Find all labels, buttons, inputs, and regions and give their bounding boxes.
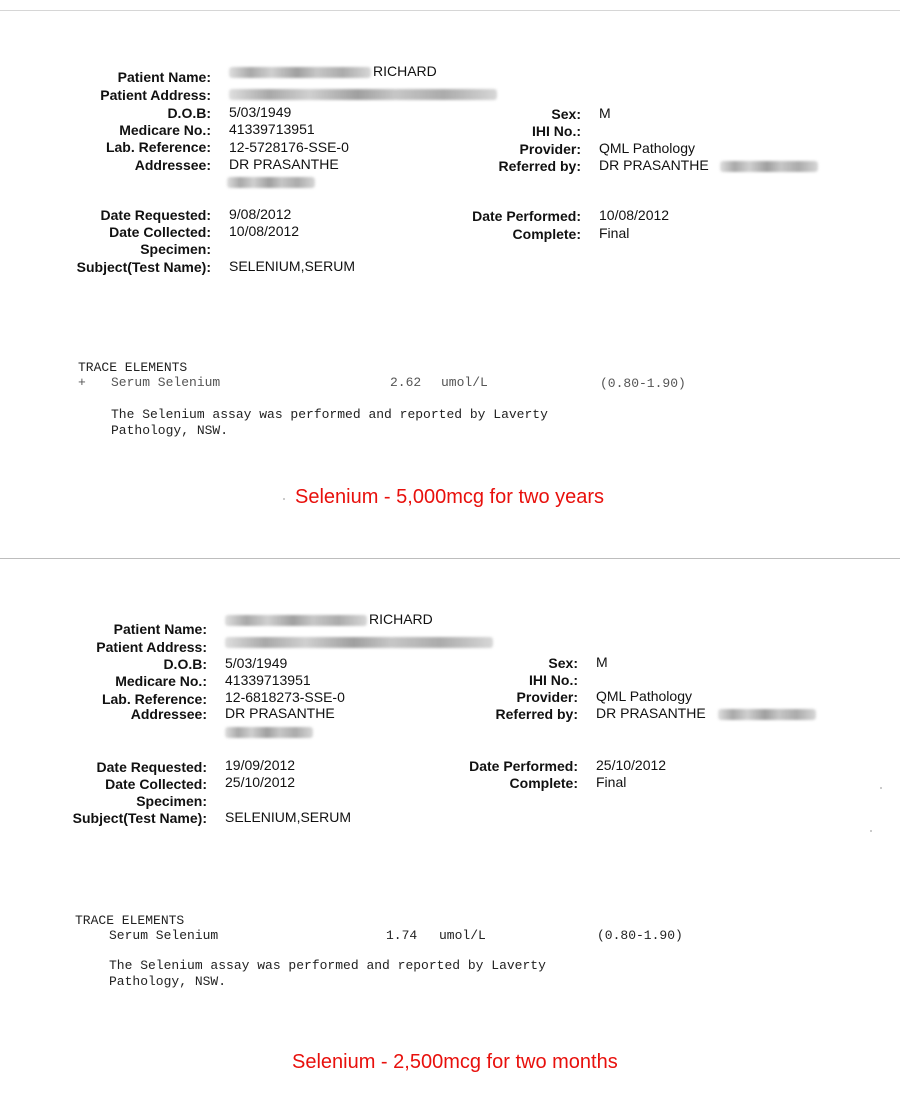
dosage-annotation: Selenium - 2,500mcg for two months: [292, 1051, 618, 1073]
abnormal-flag: +: [78, 375, 86, 390]
date-collected-value: 25/10/2012: [225, 774, 296, 790]
scan-speck: [870, 830, 872, 832]
result-unit: umol/L: [441, 375, 488, 390]
complete-value: Final: [599, 225, 630, 241]
sex-label: Sex:: [548, 655, 578, 671]
patient-name-value: RICHARD: [373, 63, 437, 79]
lab-reference-label: Lab. Reference:: [105, 139, 211, 155]
addressee-label: Addressee:: [134, 157, 211, 173]
referred-by-label: Referred by:: [495, 706, 578, 722]
specimen-label: Specimen:: [140, 241, 211, 257]
referred-by-label: Referred by:: [498, 158, 581, 174]
referred-by-value: DR PRASANTHE: [599, 157, 709, 173]
subject-label: Subject(Test Name):: [72, 810, 207, 826]
date-collected-label: Date Collected:: [109, 224, 211, 240]
complete-label: Complete:: [512, 226, 581, 242]
complete-value: Final: [596, 774, 627, 790]
dob-value: 5/03/1949: [225, 655, 288, 671]
provider-label: Provider:: [519, 141, 581, 157]
comment-line-2: Pathology, NSW.: [109, 974, 227, 989]
patient-address-label: Patient Address:: [96, 639, 207, 655]
redacted-address: [225, 637, 493, 648]
lab-reference-value: 12-6818273-SSE-0: [225, 689, 345, 705]
reference-range: (0.80-1.90): [600, 376, 686, 391]
date-performed-label: Date Performed:: [469, 758, 578, 774]
date-collected-label: Date Collected:: [105, 776, 207, 792]
provider-value: QML Pathology: [599, 140, 695, 156]
provider-label: Provider:: [516, 689, 578, 705]
dosage-annotation: Selenium - 5,000mcg for two years: [295, 486, 605, 508]
sex-label: Sex:: [551, 106, 581, 122]
addressee-value: DR PRASANTHE: [225, 705, 335, 721]
dob-label: D.O.B:: [163, 656, 207, 672]
comment-line-1: The Selenium assay was performed and reported by Laverty: [111, 407, 548, 422]
redacted-surname: [225, 615, 367, 626]
scan-speck: [880, 787, 882, 789]
result-value: 1.74: [386, 928, 418, 943]
complete-label: Complete:: [509, 775, 578, 791]
sex-value: M: [596, 654, 608, 670]
date-requested-label: Date Requested:: [96, 759, 207, 775]
ihi-label: IHI No.:: [532, 123, 581, 139]
addressee-label: Addressee:: [130, 706, 207, 722]
comment-line-1: The Selenium assay was performed and reported by Laverty: [109, 958, 546, 973]
referred-by-value: DR PRASANTHE: [596, 705, 706, 721]
medicare-label: Medicare No.:: [119, 122, 211, 138]
date-performed-value: 10/08/2012: [599, 207, 670, 223]
dob-label: D.O.B:: [167, 105, 211, 121]
redacted-addressee-line: [225, 727, 313, 738]
subject-value: SELENIUM,SERUM: [225, 809, 352, 825]
lab-reference-label: Lab. Reference:: [101, 691, 207, 707]
patient-address-label: Patient Address:: [100, 87, 211, 103]
page-separator: [0, 558, 900, 559]
date-requested-label: Date Requested:: [100, 207, 211, 223]
date-collected-value: 10/08/2012: [229, 223, 300, 239]
test-name: Serum Selenium: [109, 928, 219, 943]
result-value: 2.62: [390, 375, 422, 390]
patient-name-value: RICHARD: [369, 611, 433, 627]
subject-label: Subject(Test Name):: [76, 259, 211, 275]
sex-value: M: [599, 105, 611, 121]
lab-reference-value: 12-5728176-SSE-0: [229, 139, 349, 155]
test-name: Serum Selenium: [111, 375, 221, 390]
provider-value: QML Pathology: [596, 688, 692, 704]
addressee-value: DR PRASANTHE: [229, 156, 339, 172]
reference-range: (0.80-1.90): [597, 928, 683, 943]
medicare-value: 41339713951: [225, 672, 311, 688]
medicare-value: 41339713951: [229, 121, 315, 137]
patient-name-label: Patient Name:: [117, 69, 211, 85]
date-requested-value: 19/09/2012: [225, 757, 296, 773]
section-heading: TRACE ELEMENTS: [75, 913, 185, 928]
date-requested-value: 9/08/2012: [229, 206, 292, 222]
subject-value: SELENIUM,SERUM: [229, 258, 356, 274]
comment-line-2: Pathology, NSW.: [111, 423, 229, 438]
patient-name-label: Patient Name:: [113, 621, 207, 637]
date-performed-label: Date Performed:: [472, 208, 581, 224]
section-heading: TRACE ELEMENTS: [78, 360, 188, 375]
medicare-label: Medicare No.:: [115, 673, 207, 689]
ihi-label: IHI No.:: [529, 672, 578, 688]
date-performed-value: 25/10/2012: [596, 757, 667, 773]
result-unit: umol/L: [439, 928, 486, 943]
redacted-referrer-surname: [718, 709, 816, 720]
dob-value: 5/03/1949: [229, 104, 292, 120]
specimen-label: Specimen:: [136, 793, 207, 809]
